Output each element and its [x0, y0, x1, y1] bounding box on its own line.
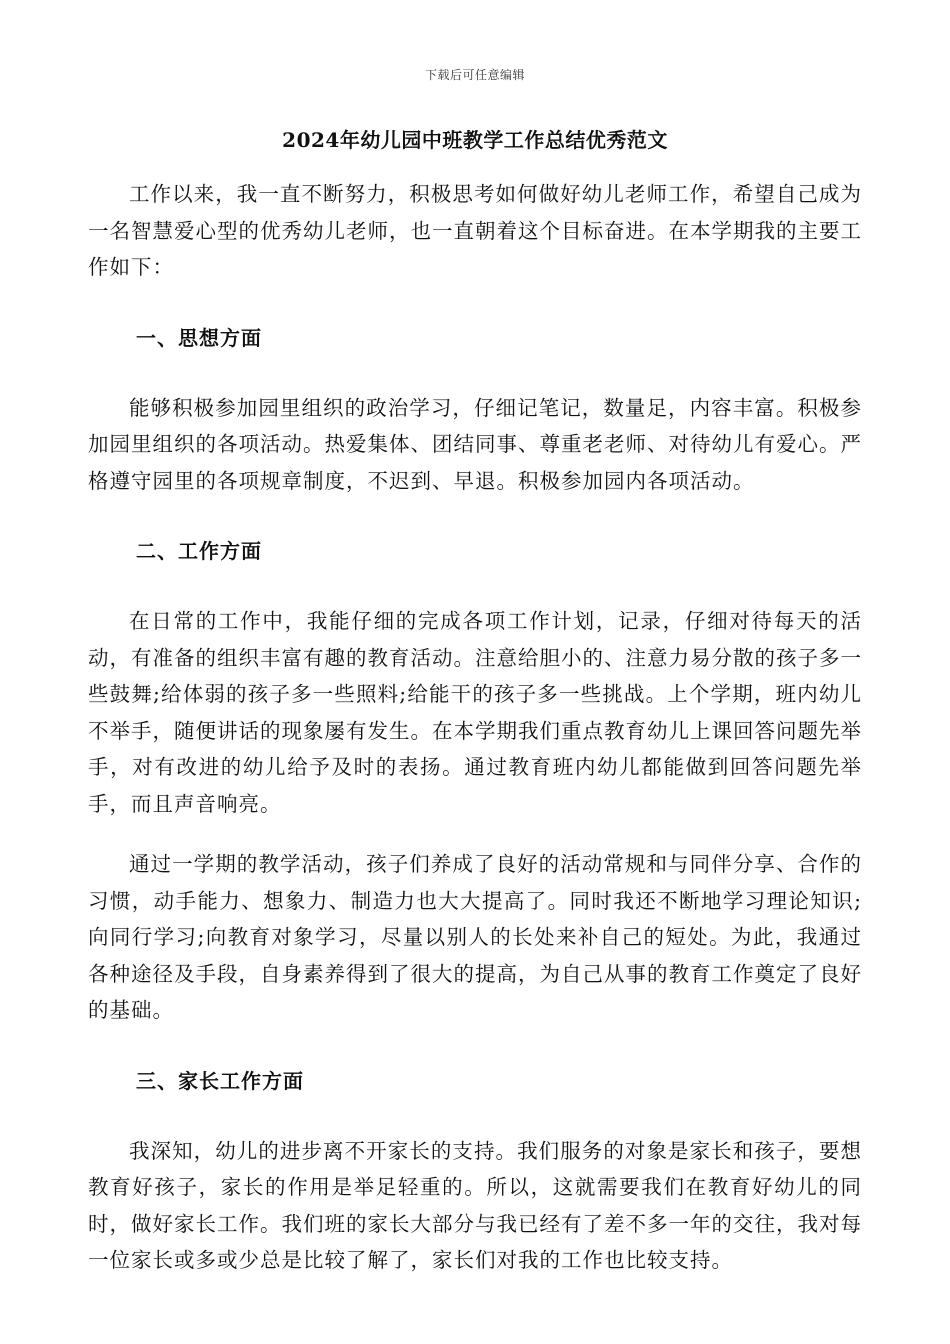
section-heading-work: 二、工作方面 — [136, 539, 262, 563]
section-heading-thought: 一、思想方面 — [136, 325, 262, 350]
section-paragraph: 能够积极参加园里组织的政治学习，仔细记笔记，数量足，内容丰富。积极参加园里组织的各项活动。热爱集体、团结同事、尊重老老师、对待幼儿有爱心。严格遵守园里的各项规章制度，不迟到、早退。积极参加园内各项活动。 — [88, 395, 862, 493]
section-paragraph: 通过一学期的教学活动，孩子们养成了良好的活动常规和与同伴分享、合作的习惯，动手能力、想象力、制造力也大大提高了。同时我还不断地学习理论知识;向同行学习;向教育对象学习，尽量以别人的长处来补自己的短处。为此，我通过各种途径及手段，自身素养得到了很大的提高，为自己从事的教育工作奠定了良好的基础。 — [88, 852, 862, 1022]
section-paragraph: 我深知，幼儿的进步离不开家长的支持。我们服务的对象是家长和孩子，要想教育好孩子，家长的作用是举足轻重的。所以，这就需要我们在教育好幼儿的同时，做好家长工作。我们班的家长大部分与我已经有了差不多一年的交往，我对每一位家长或多或少总是比较了解了，家长们对我的工作也比较支持。 — [88, 1138, 862, 1272]
document-body — [88, 176, 862, 1279]
section-heading-parents: 三、家长工作方面 — [136, 1068, 304, 1093]
header-note: 下载后可任意编辑 — [424, 68, 525, 82]
intro-paragraph: 工作以来，我一直不断努力，积极思考如何做好幼儿老师工作，希望自己成为一名智慧爱心型的优秀幼儿老师，也一直朝着这个目标奋进。在本学期我的主要工作如下： — [88, 182, 862, 279]
section-paragraph: 在日常的工作中，我能仔细的完成各项工作计划，记录，仔细对待每天的活动，有准备的组织丰富有趣的教育活动。注意给胆小的、注意力易分散的孩子多一些鼓舞;给体弱的孩子多一些照料;给能干的孩子多一些挑战。上个学期，班内幼儿不举手，随便讲话的现象屡有发生。在本学期我们重点教育幼儿上课回答问题先举手，对有改进的幼儿给予及时的表扬。通过教育班内幼儿都能做到回答问题先举手，而且声音响亮。 — [88, 609, 862, 816]
document-title: 2024年幼儿园中班教学工作总结优秀范文 — [282, 128, 668, 152]
